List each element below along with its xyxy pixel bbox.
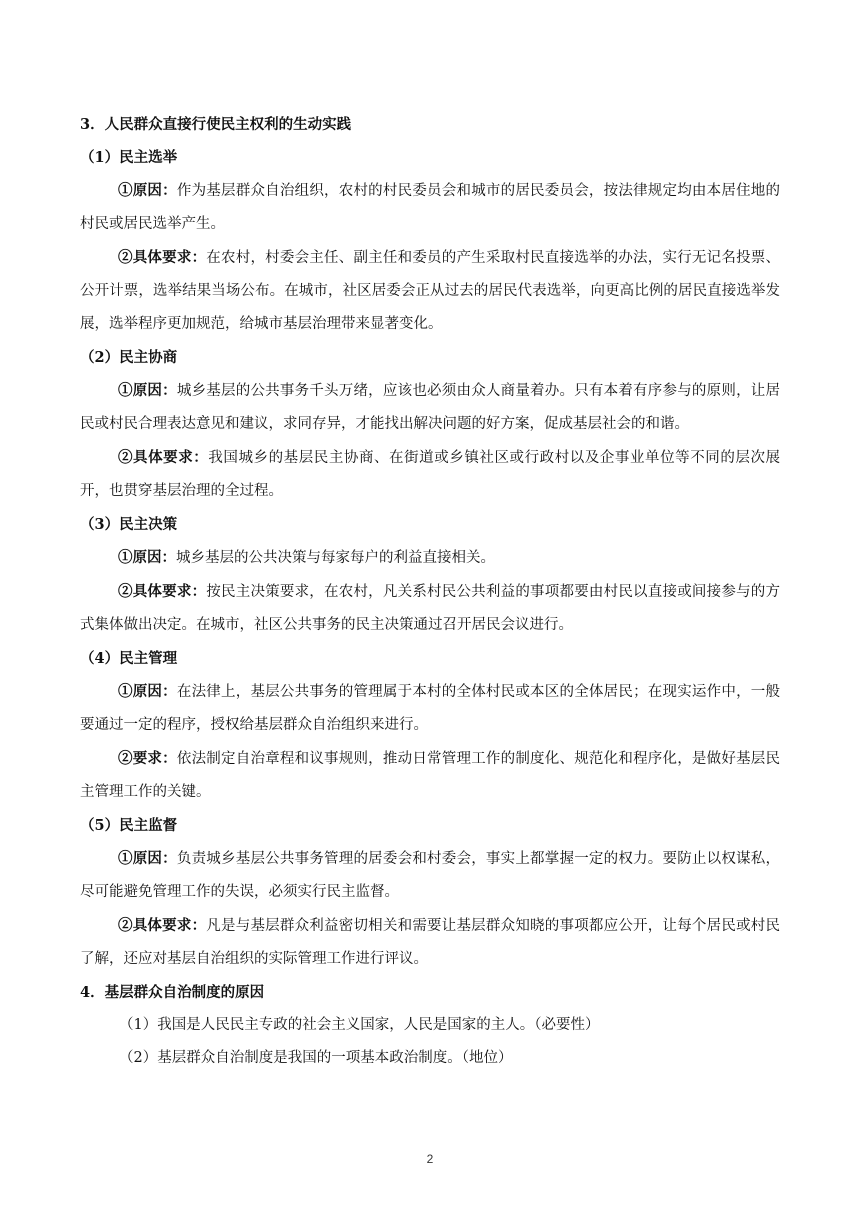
text: 我国城乡的基层民主协商、在街道或乡镇社区或行政村以及企事业单位等不同的层次展开，也贯穿基层治理的全过程。 (80, 450, 781, 499)
label: ①原因： (118, 382, 177, 399)
page-number: 2 (426, 1152, 434, 1166)
text: 负责城乡基层公共事务管理的居委会和村委会，事实上都掌握一定的权力。要防止以权谋私，尽可能避免管理工作的失误，必须实行民主监督。 (80, 851, 781, 900)
list-item: （2）基层群众自治制度是我国的一项基本政治制度。（地位） (119, 1050, 513, 1066)
subsection-heading: （3）民主决策 (80, 516, 178, 533)
paragraph-reason (80, 541, 780, 575)
paragraph-requirement (80, 742, 780, 809)
paragraph-requirement (80, 441, 780, 508)
text: 依法制定自治章程和议事规则，推动日常管理工作的制度化、规范化和程序化，是做好基层民主管理工作的关键。 (80, 751, 781, 800)
label: ①原因： (118, 850, 177, 867)
subsection-heading: （2）民主协商 (80, 349, 178, 366)
text: 在法律上，基层公共事务的管理属于本村的全体村民或本区的全体居民；在现实运作中，一般要通过一定的程序，授权给基层群众自治组织来进行。 (80, 684, 781, 733)
text: 城乡基层的公共事务千头万绪，应该也必须由众人商量着办。只有本着有序参与的原则，让居民或村民合理表达意见和建议，求同存异，才能找出解决问题的好方案，促成基层社会的和谐。 (80, 383, 781, 432)
text: 作为基层群众自治组织，农村的村民委员会和城市的居民委员会，按法律规定均由本居住地的村民或居民选举产生。 (80, 183, 781, 232)
text: 凡是与基层群众利益密切相关和需要让基层群众知晓的事项都应公开，让每个居民或村民了解，还应对基层自治组织的实际管理工作进行评议。 (80, 918, 780, 967)
subsection-heading: （4）民主管理 (80, 650, 178, 667)
label: ①原因： (118, 549, 176, 566)
label: ②具体要求： (118, 449, 209, 466)
paragraph-requirement (80, 909, 780, 976)
label: ②要求： (118, 750, 177, 767)
text: 城乡基层的公共决策与每家每户的利益直接相关。 (176, 550, 495, 566)
paragraph-reason (80, 675, 780, 742)
paragraph-reason (80, 374, 780, 441)
text: 按民主决策要求，在农村，凡关系村民公共利益的事项都要由村民以直接或间接参与的方式集体做出决定。在城市，社区公共事务的民主决策通过召开居民会议进行。 (80, 584, 780, 633)
section-3-title: 3．人民群众直接行使民主权利的生动实践 (80, 116, 352, 133)
label: ①原因： (118, 182, 177, 199)
label: ②具体要求： (118, 249, 207, 266)
list-item: （1）我国是人民民主专政的社会主义国家，人民是国家的主人。（必要性） (119, 1017, 600, 1033)
paragraph-requirement (80, 241, 780, 341)
subsection-heading: （5）民主监督 (80, 817, 178, 834)
label: ②具体要求： (118, 917, 207, 934)
page-content (80, 108, 780, 1075)
paragraph-reason (80, 842, 780, 909)
text: 在农村，村委会主任、副主任和委员的产生采取村民直接选举的办法，实行无记名投票、公开计票，选举结果当场公布。在城市，社区居委会正从过去的居民代表选举，向更高比例的居民直接选举发展，选举程序更加规范，给城市基层治理带来显著变化。 (80, 250, 780, 332)
paragraph-requirement (80, 575, 780, 642)
label: ①原因： (118, 683, 177, 700)
label: ②具体要求： (118, 583, 207, 600)
subsection-heading: （1）民主选举 (80, 149, 178, 166)
paragraph-reason (80, 174, 780, 241)
section-4-title: 4．基层群众自治制度的原因 (80, 984, 265, 1001)
